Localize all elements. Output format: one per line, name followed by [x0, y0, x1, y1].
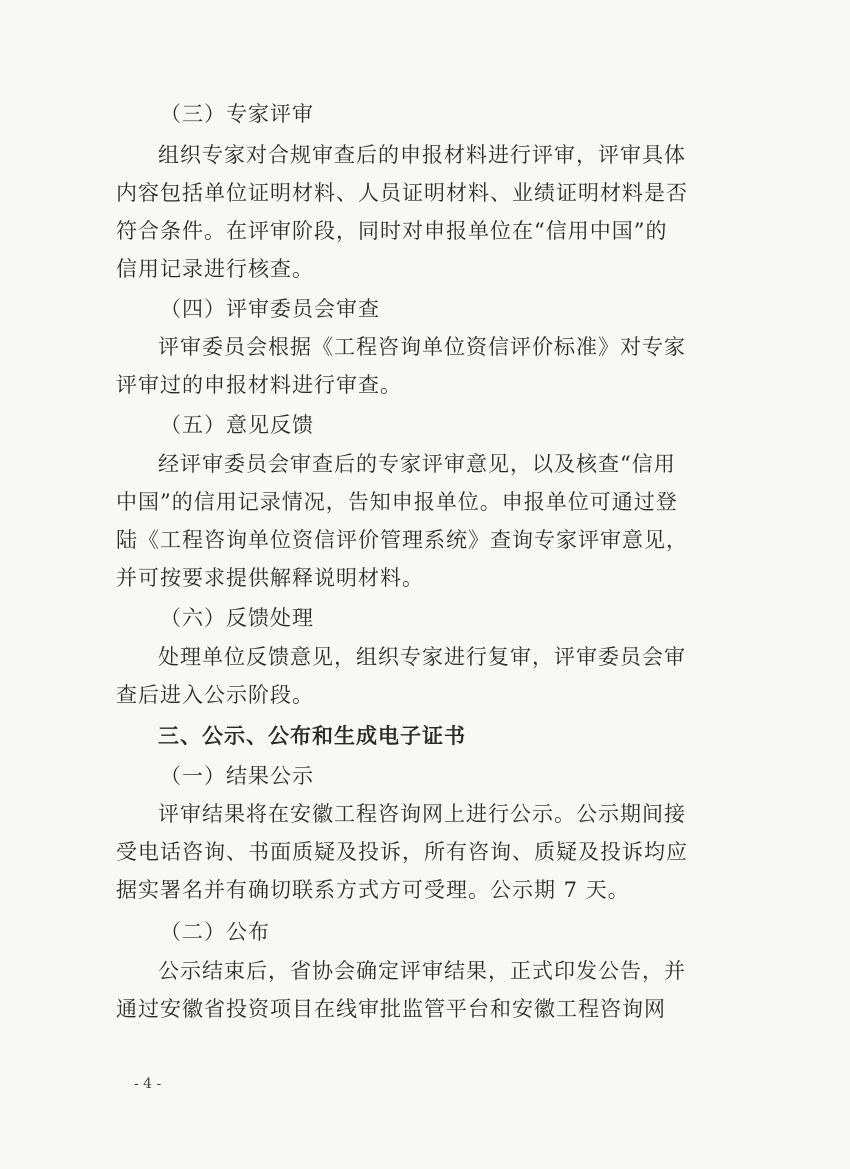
subsection-heading-announcement: （二）公布	[160, 920, 270, 944]
paragraph-line: 公示结束后，省协会确定评审结果，正式印发公告，并	[158, 959, 686, 983]
paragraph-line: 通过安徽省投资项目在线审批监管平台和安徽工程咨询网	[116, 997, 666, 1021]
paragraph-line: 组织专家对合规审查后的申报材料进行评审，评审具体	[158, 143, 686, 167]
subsection-heading-result-publicity: （一）结果公示	[160, 764, 314, 788]
paragraph-line: 经评审委员会审查后的专家评审意见，以及核查“信用	[158, 452, 676, 476]
subsection-heading-feedback-handling: （六）反馈处理	[160, 606, 314, 630]
subsection-heading-expert-review: （三）专家评审	[160, 102, 314, 126]
paragraph-line: 信用记录进行核查。	[116, 257, 314, 281]
paragraph-line: 陆《工程咨询单位资信评价管理系统》查询专家评审意见，	[116, 528, 688, 552]
paragraph-line: 查后进入公示阶段。	[116, 683, 314, 707]
paragraph-line: 受电话咨询、书面质疑及投诉，所有咨询、质疑及投诉均应	[116, 840, 688, 864]
page-number: - 4 -	[134, 1076, 162, 1092]
paragraph-line: 评审结果将在安徽工程咨询网上进行公示。公示期间接	[158, 802, 686, 826]
paragraph-line: 内容包括单位证明材料、人员证明材料、业绩证明材料是否	[116, 181, 688, 205]
section-heading-publicity: 三、公示、公布和生成电子证书	[158, 724, 466, 748]
paragraph-line: 中国”的信用记录情况，告知申报单位。申报单位可通过登	[116, 490, 678, 514]
paragraph-line: 评审委员会根据《工程咨询单位资信评价标准》对专家	[158, 335, 686, 359]
paragraph-line: 处理单位反馈意见，组织专家进行复审，评审委员会审	[158, 645, 686, 669]
subsection-heading-feedback: （五）意见反馈	[160, 413, 314, 437]
subsection-heading-committee-review: （四）评审委员会审查	[160, 297, 380, 321]
paragraph-line: 评审过的申报材料进行审查。	[116, 373, 402, 397]
paragraph-line: 并可按要求提供解释说明材料。	[116, 566, 424, 590]
paragraph-line: 符合条件。在评审阶段，同时对申报单位在“信用中国”的	[116, 219, 668, 243]
paragraph-line: 据实署名并有确切联系方式方可受理。公示期 7 天。	[116, 878, 630, 902]
